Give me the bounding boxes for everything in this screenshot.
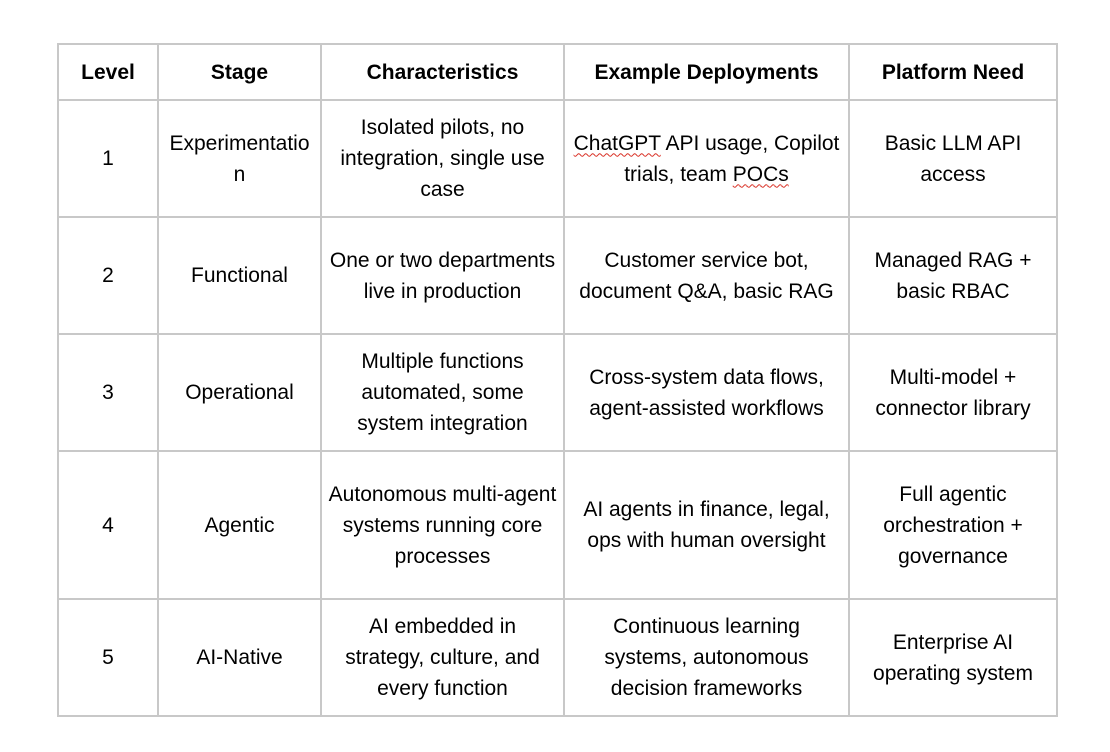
stage-cell: Functional [158,217,321,334]
level-cell: 1 [58,100,158,217]
header-characteristics: Characteristics [321,44,564,100]
stage-cell: AI-Native [158,599,321,716]
platform-cell: Full agentic orchestration + governance [849,451,1057,599]
characteristics-cell: Autonomous multi-agent systems running core processes [321,451,564,599]
examples-cell: Cross-system data flows, agent-assisted workflows [564,334,849,451]
stage-cell: Experimentation [158,100,321,217]
header-row [58,44,1057,100]
stage-cell: Operational [158,334,321,451]
examples-cell: AI agents in finance, legal, ops with human oversight [564,451,849,599]
level-cell: 4 [58,451,158,599]
examples-cell: Customer service bot, document Q&A, basic RAG [564,217,849,334]
level-cell: 2 [58,217,158,334]
level-cell: 5 [58,599,158,716]
table-row [58,334,1057,451]
level-cell: 3 [58,334,158,451]
table-row [58,451,1057,599]
header-level: Level [58,44,158,100]
stage-cell: Agentic [158,451,321,599]
examples-text: API usage, Copilot trials, team [624,131,840,186]
header-stage: Stage [158,44,321,100]
examples-cell: Continuous learning systems, autonomous decision frameworks [564,599,849,716]
characteristics-cell: AI embedded in strategy, culture, and every function [321,599,564,716]
spellcheck-word: ChatGPT [573,131,661,155]
spellcheck-word: POCs [732,162,789,186]
characteristics-cell: Isolated pilots, no integration, single use case [321,100,564,217]
table-row [58,100,1057,217]
maturity-table [57,43,1058,717]
platform-cell: Basic LLM API access [849,100,1057,217]
header-example-deployments: Example Deployments [564,44,849,100]
table-row [58,217,1057,334]
examples-cell [564,100,849,217]
table-row [58,599,1057,716]
characteristics-cell: One or two departments live in production [321,217,564,334]
header-platform-need: Platform Need [849,44,1057,100]
platform-cell: Enterprise AI operating system [849,599,1057,716]
platform-cell: Managed RAG + basic RBAC [849,217,1057,334]
characteristics-cell: Multiple functions automated, some system integration [321,334,564,451]
platform-cell: Multi-model + connector library [849,334,1057,451]
